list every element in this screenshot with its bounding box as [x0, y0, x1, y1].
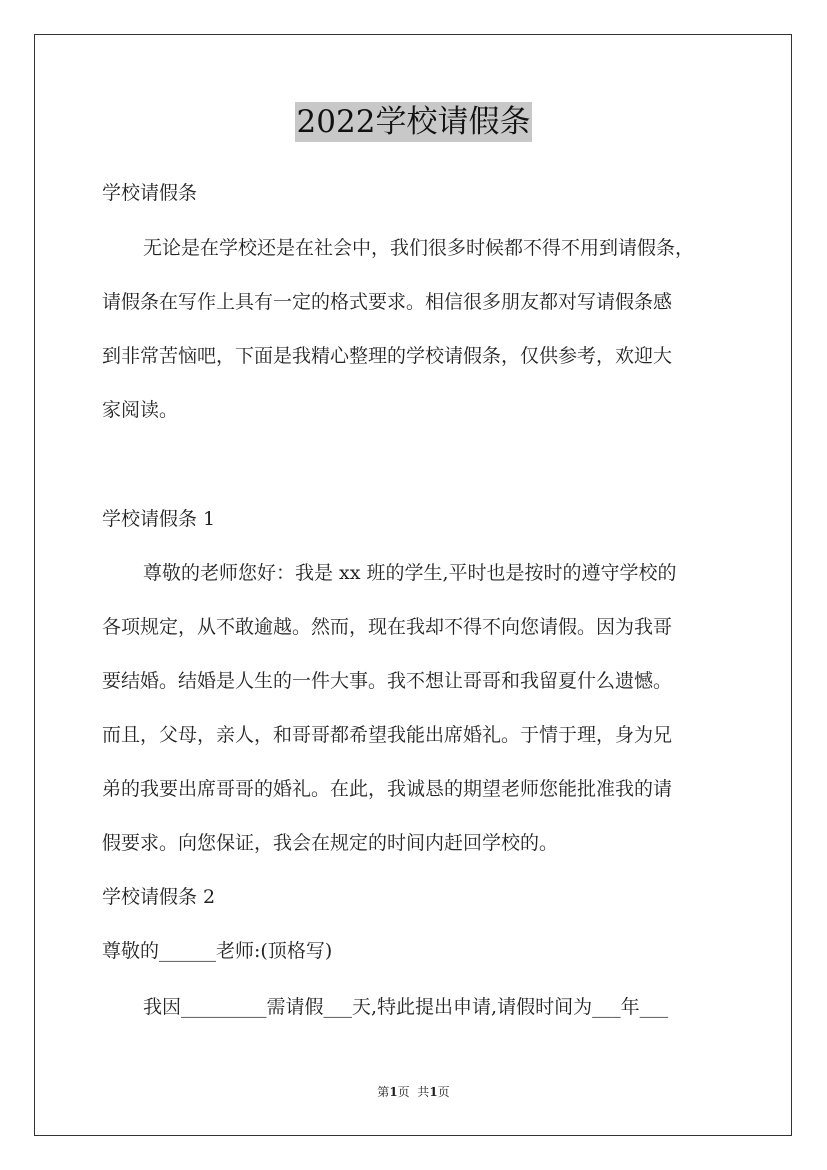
salutation-line: 尊敬的______老师:(顶格写)	[102, 940, 333, 962]
paragraph-line: 假要求。向您保证，我会在规定的时间内赶回学校的。	[102, 832, 559, 854]
footer-page-suffix: 页	[437, 1085, 450, 1099]
section-heading: 学校请假条	[102, 182, 198, 204]
paragraph-line: 我因_________需请假___天,特此提出申请,请假时间为___年___	[143, 996, 669, 1018]
paragraph-line: 各项规定，从不敢逾越。然而，现在我却不得不向您请假。因为我哥	[102, 616, 673, 638]
footer-page-prefix: 第	[377, 1085, 390, 1099]
paragraph-line: 家阅读。	[102, 399, 179, 421]
paragraph-line: 要结婚。结婚是人生的一件大事。我不想让哥哥和我留夏什么遗憾。	[102, 670, 673, 692]
paragraph-line: 弟的我要出席哥哥的婚礼。在此，我诚恳的期望老师您能批准我的请	[102, 778, 673, 800]
footer-page-number: 1	[389, 1085, 398, 1099]
section-heading: 学校请假条 1	[102, 508, 216, 530]
footer-page-mid: 页 共	[397, 1085, 430, 1099]
footer-page-total: 1	[429, 1085, 438, 1099]
paragraph-line: 请假条在写作上具有一定的格式要求。相信很多朋友都对写请假条感	[102, 291, 673, 313]
paragraph-line: 而且，父母，亲人，和哥哥都希望我能出席婚礼。于情于理，身为兄	[102, 724, 673, 746]
page-footer	[0, 1083, 827, 1100]
section-heading: 学校请假条 2	[102, 886, 216, 908]
paragraph-line: 无论是在学校还是在社会中，我们很多时候都不得不用到请假条，	[143, 237, 695, 259]
paragraph-line: 尊敬的老师您好：我是 xx 班的学生,平时也是按时的遵守学校的	[143, 562, 677, 584]
title-container	[0, 102, 827, 142]
document-title: 2022学校请假条	[296, 104, 531, 140]
paragraph-line: 到非常苦恼吧，下面是我精心整理的学校请假条，仅供参考，欢迎大	[102, 345, 673, 367]
